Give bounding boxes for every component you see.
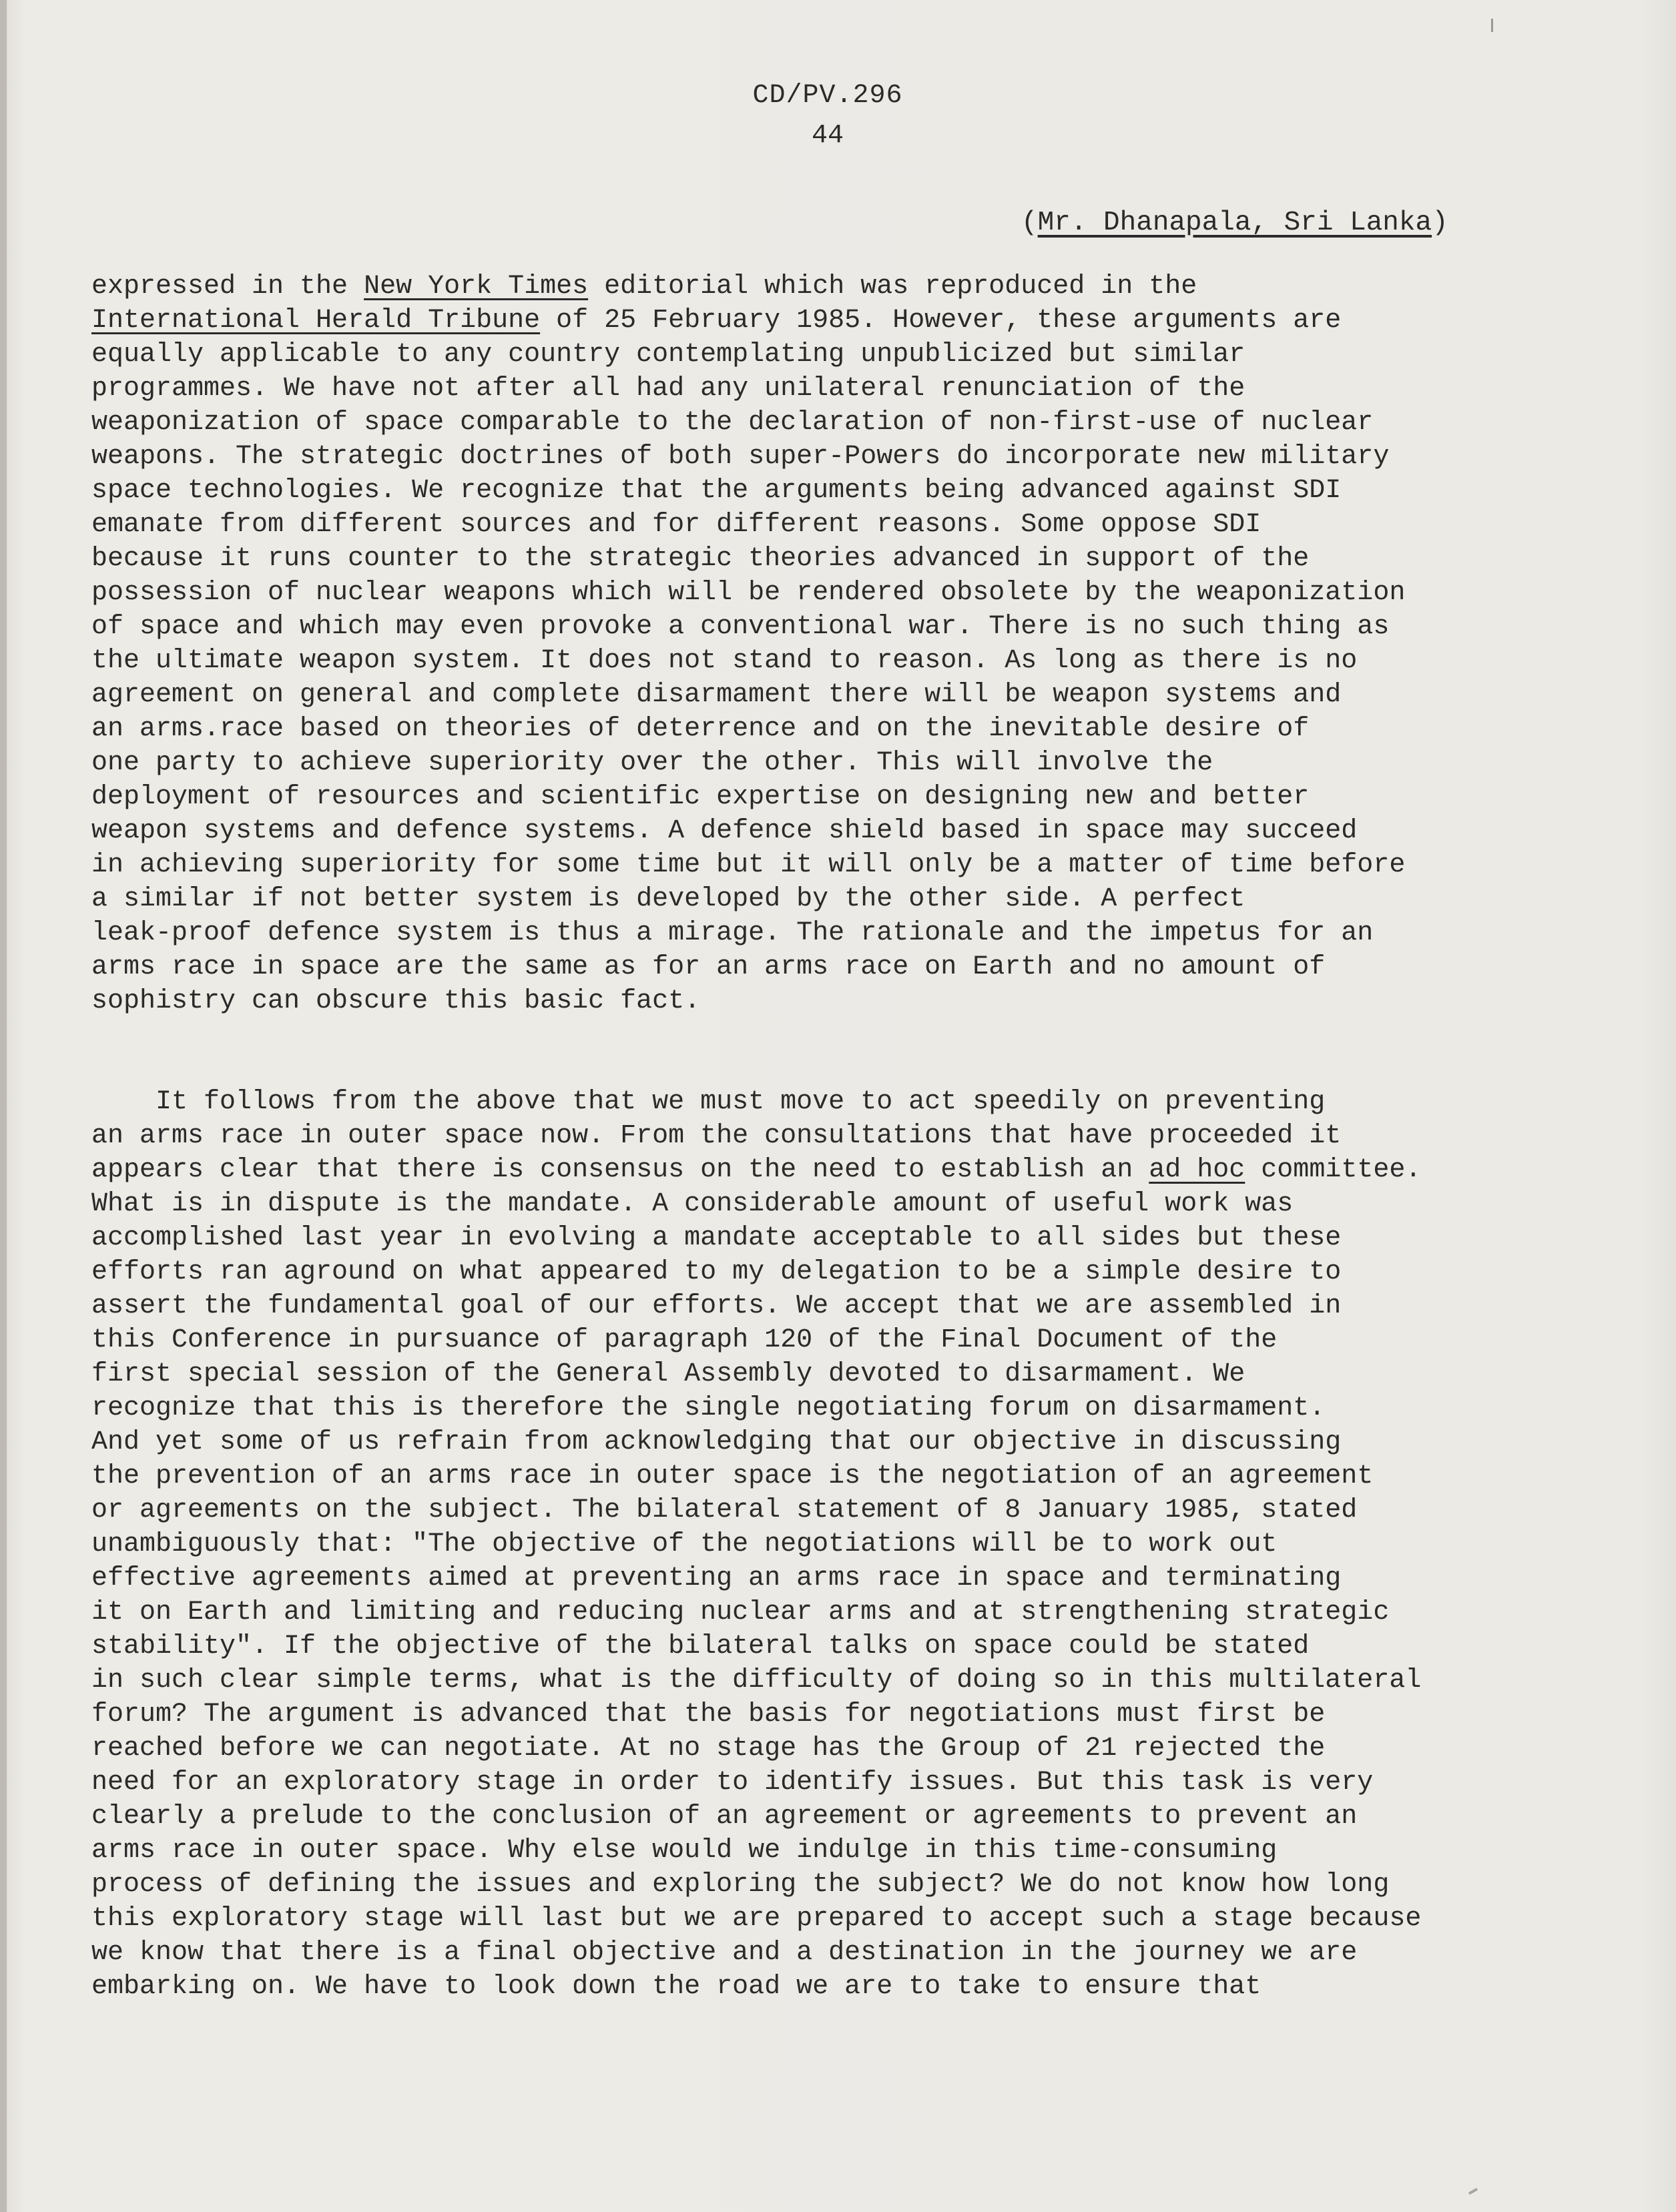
text-run: appears clear that there is consensus on the need to establish an	[91, 1155, 1149, 1185]
newspaper-title: New York Times	[364, 272, 589, 302]
text-line: one party to achieve superiority over the other. This will involve the	[91, 748, 1213, 778]
text-line: process of defining the issues and exploring the subject? We do not know how long	[91, 1870, 1390, 1900]
text-line: assert the fundamental goal of our efforts. We accept that we are assembled in	[91, 1291, 1342, 1321]
text-line: a similar if not better system is developed by the other side. A perfect	[91, 884, 1245, 914]
text-line: or agreements on the subject. The bilateral statement of 8 January 1985, stated	[91, 1495, 1358, 1525]
text-line: this Conference in pursuance of paragraph 120 of the Final Document of the	[91, 1325, 1278, 1355]
text-line	[91, 1153, 1547, 1187]
text-line: agreement on general and complete disarmament there will be weapon systems and	[91, 680, 1342, 710]
text-line: possession of nuclear weapons which will be rendered obsolete by the weaponization	[91, 578, 1406, 608]
scan-speck	[1468, 2188, 1478, 2195]
text-line: equally applicable to any country contemplating unpublicized but similar	[91, 340, 1245, 370]
text-line: because it runs counter to the strategic theories advanced in support of the	[91, 544, 1310, 574]
text-line: it on Earth and limiting and reducing nuclear arms and at strengthening strategic	[91, 1597, 1390, 1627]
speaker-attribution	[1021, 206, 1448, 240]
text-line: What is in dispute is the mandate. A considerable amount of useful work was	[91, 1189, 1294, 1219]
scan-speck	[1491, 19, 1493, 32]
text-line: weapons. The strategic doctrines of both super-Powers do incorporate new military	[91, 442, 1390, 472]
text-line: unambiguously that: "The objective of the negotiations will be to work out	[91, 1529, 1278, 1559]
text-line: space technologies. We recognize that the arguments being advanced against SDI	[91, 476, 1342, 506]
text-line: we know that there is a final objective and a destination in the journey we are	[91, 1938, 1358, 1968]
text-line: first special session of the General Assembly devoted to disarmament. We	[91, 1359, 1245, 1389]
speaker-name: Mr. Dhanapala, Sri Lanka	[1037, 208, 1432, 238]
text-line: of space and which may even provoke a conventional war. There is no such thing as	[91, 612, 1390, 642]
text-run: expressed in the	[91, 272, 364, 302]
page-number: 44	[811, 121, 844, 151]
text-line: sophistry can obscure this basic fact.	[91, 986, 701, 1016]
text-line: need for an exploratory stage in order to identify issues. But this task is very	[91, 1768, 1374, 1798]
text-line: an arms.race based on theories of deterrence and on the inevitable desire of	[91, 714, 1310, 744]
text-line: arms race in space are the same as for an arms race on Earth and no amount of	[91, 952, 1326, 982]
paragraph-1	[91, 270, 1547, 1018]
text-line: weaponization of space comparable to the declaration of non-first-use of nuclear	[91, 408, 1374, 438]
page-edge-shadow	[0, 0, 7, 2212]
text-line: efforts ran aground on what appeared to my delegation to be a simple desire to	[91, 1257, 1342, 1287]
text-line: an arms race in outer space now. From the consultations that have proceeded it	[91, 1121, 1342, 1151]
text-line: in such clear simple terms, what is the difficulty of doing so in this multilateral	[91, 1666, 1422, 1696]
text-line	[91, 304, 1547, 338]
text-line: the ultimate weapon system. It does not stand to reason. As long as there is no	[91, 646, 1358, 676]
latin-term: ad hoc	[1149, 1155, 1245, 1185]
speaker-close-paren: )	[1432, 208, 1448, 238]
text-line: programmes. We have not after all had any unilateral renunciation of the	[91, 374, 1245, 404]
text-line: deployment of resources and scientific expertise on designing new and better	[91, 782, 1310, 812]
newspaper-title: International Herald Tribune	[91, 306, 541, 336]
text-run: committee.	[1245, 1155, 1422, 1185]
text-line: forum? The argument is advanced that the basis for negotiations must first be	[91, 1700, 1326, 1730]
text-line: It follows from the above that we must move to act speedily on preventing	[91, 1087, 1326, 1117]
text-line: leak-proof defence system is thus a mirage. The rationale and the impetus for an	[91, 918, 1374, 948]
text-line: effective agreements aimed at preventing an arms race in space and terminating	[91, 1563, 1342, 1593]
text-line: this exploratory stage will last but we are prepared to accept such a stage because	[91, 1904, 1422, 1934]
paragraph-gap	[91, 1018, 1547, 1085]
text-line: recognize that this is therefore the single negotiating forum on disarmament.	[91, 1393, 1326, 1423]
text-line: in achieving superiority for some time but it will only be a matter of time before	[91, 850, 1406, 880]
paragraph-2	[91, 1085, 1547, 2004]
text-line	[91, 270, 1547, 304]
text-line: And yet some of us refrain from acknowledging that our objective in discussing	[91, 1427, 1342, 1457]
text-line: clearly a prelude to the conclusion of an agreement or agreements to prevent an	[91, 1802, 1358, 1832]
text-line: stability". If the objective of the bilateral talks on space could be stated	[91, 1631, 1310, 1662]
text-line: weapon systems and defence systems. A defence shield based in space may succeed	[91, 816, 1358, 846]
text-run: editorial which was reproduced in the	[588, 272, 1197, 302]
text-line: arms race in outer space. Why else would we indulge in this time-consuming	[91, 1836, 1278, 1866]
text-line: accomplished last year in evolving a mandate acceptable to all sides but these	[91, 1223, 1342, 1253]
text-line: the prevention of an arms race in outer space is the negotiation of an agreement	[91, 1461, 1374, 1491]
text-line: reached before we can negotiate. At no stage has the Group of 21 rejected the	[91, 1734, 1326, 1764]
text-line: emanate from different sources and for different reasons. Some oppose SDI	[91, 510, 1262, 540]
text-run: of 25 February 1985. However, these arguments are	[540, 306, 1342, 336]
text-line: embarking on. We have to look down the road we are to take to ensure that	[91, 1972, 1262, 2002]
speaker-open-paren: (	[1021, 208, 1038, 238]
body-text	[91, 270, 1547, 2004]
document-reference: CD/PV.296	[752, 81, 903, 111]
